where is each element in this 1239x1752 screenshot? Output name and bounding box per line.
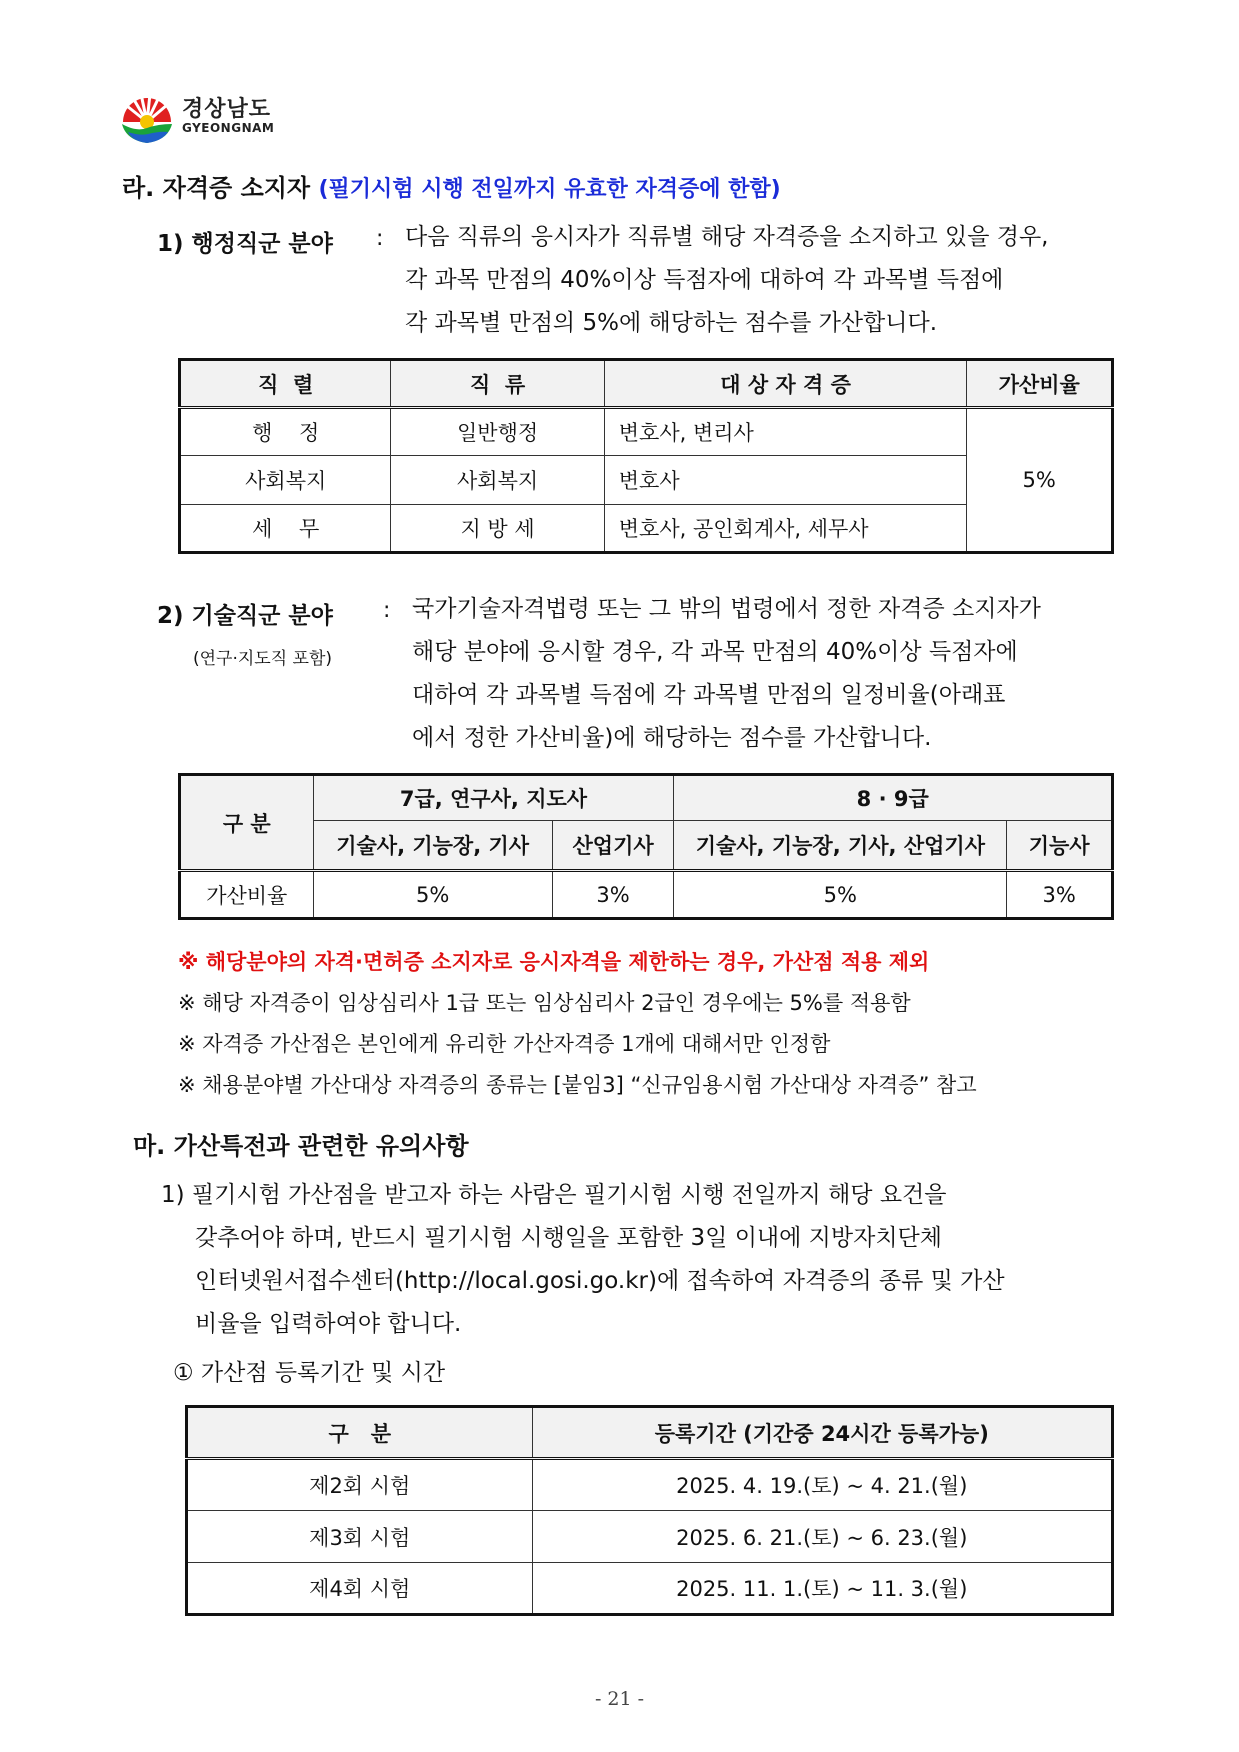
note: ※ 채용분야별 가산대상 자격증의 종류는 [붙임3] “신규임용시험 가산대상 자격증” 참고 (178, 1073, 977, 1097)
cell-exam: 제4회 시험 (187, 1563, 533, 1615)
subheader-cell: 기술사, 기능장, 기사, 산업기사 (674, 821, 1007, 871)
table-row (180, 408, 1113, 456)
cell-exam: 제2회 시험 (187, 1459, 533, 1511)
header-group-8-9: 8 · 9급 (674, 775, 1113, 821)
note: ※ 자격증 가산점은 본인에게 유리한 가산자격증 1개에 대해서만 인정함 (178, 1032, 831, 1056)
item2-paragraph (412, 588, 1041, 760)
row-label: 가산비율 (180, 871, 314, 919)
table-row (187, 1459, 1113, 1511)
logo-korean-name: 경상남도 (182, 97, 272, 122)
subheader-cell: 산업기사 (552, 821, 674, 871)
gyeongnam-logo (118, 88, 318, 148)
rate-cell: 3% (1007, 871, 1113, 919)
ma-line: 비율을 입력하여야 합니다. (195, 1311, 462, 1337)
cell-rate: 5% (967, 408, 1113, 553)
admin-certificate-table (178, 358, 1114, 554)
gyeongnam-emblem-icon (118, 88, 176, 146)
item1-paragraph (405, 216, 1048, 345)
header-certificate: 대 상 자 격 증 (604, 360, 967, 408)
header-rate: 가산비율 (967, 360, 1113, 408)
rate-cell: 5% (313, 871, 552, 919)
item2-line: 에서 정한 가산비율)에 해당하는 점수를 가산합니다. (412, 725, 932, 751)
section-la-heading (122, 168, 781, 203)
table-header-row (180, 775, 1113, 821)
header-period: 등록기간 (기간중 24시간 등록가능) (532, 1407, 1112, 1459)
tech-rate-table (178, 773, 1114, 920)
item1-title: 1) 행정직군 분야 (157, 231, 333, 257)
cell-period: 2025. 11. 1.(토) ~ 11. 3.(월) (532, 1563, 1112, 1615)
section-la-title: 라. 자격증 소지자 (122, 174, 311, 202)
table-subheader-row (180, 821, 1113, 871)
table-row (180, 871, 1113, 919)
item2-subtitle: (연구·지도직 포함) (193, 649, 333, 669)
cell-exam: 제3회 시험 (187, 1511, 533, 1563)
cell-class: 일반행정 (391, 408, 604, 456)
item2-title: 2) 기술직군 분야 (157, 603, 333, 629)
registration-period-table (185, 1405, 1114, 1616)
header-series: 직 렬 (180, 360, 391, 408)
item2-line: 대하여 각 과목별 득점에 각 과목별 만점의 일정비율(아래표 (412, 682, 1006, 708)
ma-line: 갖추어야 하며, 반드시 필기시험 시행일을 포함한 3일 이내에 지방자치단체 (195, 1225, 942, 1251)
cell-certificate: 변호사, 변리사 (604, 408, 967, 456)
note: ※ 해당 자격증이 임상심리사 1급 또는 임상심리사 2급인 경우에는 5%를 적용함 (178, 991, 911, 1015)
header-group-7: 7급, 연구사, 지도사 (313, 775, 674, 821)
subheader-cell: 기술사, 기능장, 기사 (313, 821, 552, 871)
header-division: 구 분 (187, 1407, 533, 1459)
item2-line: 해당 분야에 응시할 경우, 각 과목 만점의 40%이상 득점자에 (412, 639, 1018, 665)
table-header-row (187, 1407, 1113, 1459)
item1-line: 각 과목별 만점의 5%에 해당하는 점수를 가산합니다. (405, 310, 938, 336)
ma-line: 인터넷원서접수센터(http://local.gosi.go.kr)에 접속하여 자격증의 종류 및 가산 (195, 1268, 1005, 1294)
ma-sub1: ① 가산점 등록기간 및 시간 (173, 1360, 446, 1386)
cell-certificate: 변호사, 공인회계사, 세무사 (604, 505, 967, 553)
section-la-note: (필기시험 시행 전일까지 유효한 자격증에 한함) (318, 177, 781, 202)
rate-cell: 5% (674, 871, 1007, 919)
ma-line: 1) 필기시험 가산점을 받고자 하는 사람은 필기시험 시행 전일까지 해당 요건을 (161, 1182, 947, 1208)
note-highlight: ※ 해당분야의 자격·면허증 소지자로 응시자격을 제한하는 경우, 가산점 적용 제외 (178, 950, 930, 974)
table-row (187, 1563, 1113, 1615)
cell-series: 세 무 (180, 505, 391, 553)
cell-period: 2025. 6. 21.(토) ~ 6. 23.(월) (532, 1511, 1112, 1563)
table-header-row (180, 360, 1113, 408)
subheader-cell: 기능사 (1007, 821, 1113, 871)
section-ma-heading: 마. 가산특전과 관련한 유의사항 (133, 1132, 469, 1160)
item2-colon: : (383, 598, 391, 623)
section-ma-paragraph (161, 1174, 1005, 1346)
cell-period: 2025. 4. 19.(토) ~ 4. 21.(월) (532, 1459, 1112, 1511)
item2-line: 국가기술자격법령 또는 그 밖의 법령에서 정한 자격증 소지자가 (412, 596, 1041, 622)
cell-series: 사회복지 (180, 456, 391, 505)
cell-series: 행 정 (180, 408, 391, 456)
item1-line: 다음 직류의 응시자가 직류별 해당 자격증을 소지하고 있을 경우, (405, 224, 1049, 250)
logo-english-name: GYEONGNAM (182, 121, 275, 135)
header-class: 직 류 (391, 360, 604, 408)
rate-cell: 3% (552, 871, 674, 919)
cell-certificate: 변호사 (604, 456, 967, 505)
item1-line: 각 과목 만점의 40%이상 득점자에 대하여 각 과목별 득점에 (405, 267, 1004, 293)
item1-colon: : (376, 226, 384, 251)
table-row (187, 1511, 1113, 1563)
header-corner: 구 분 (180, 775, 314, 871)
cell-class: 지 방 세 (391, 505, 604, 553)
page-number: - 21 - (594, 1688, 645, 1710)
cell-class: 사회복지 (391, 456, 604, 505)
